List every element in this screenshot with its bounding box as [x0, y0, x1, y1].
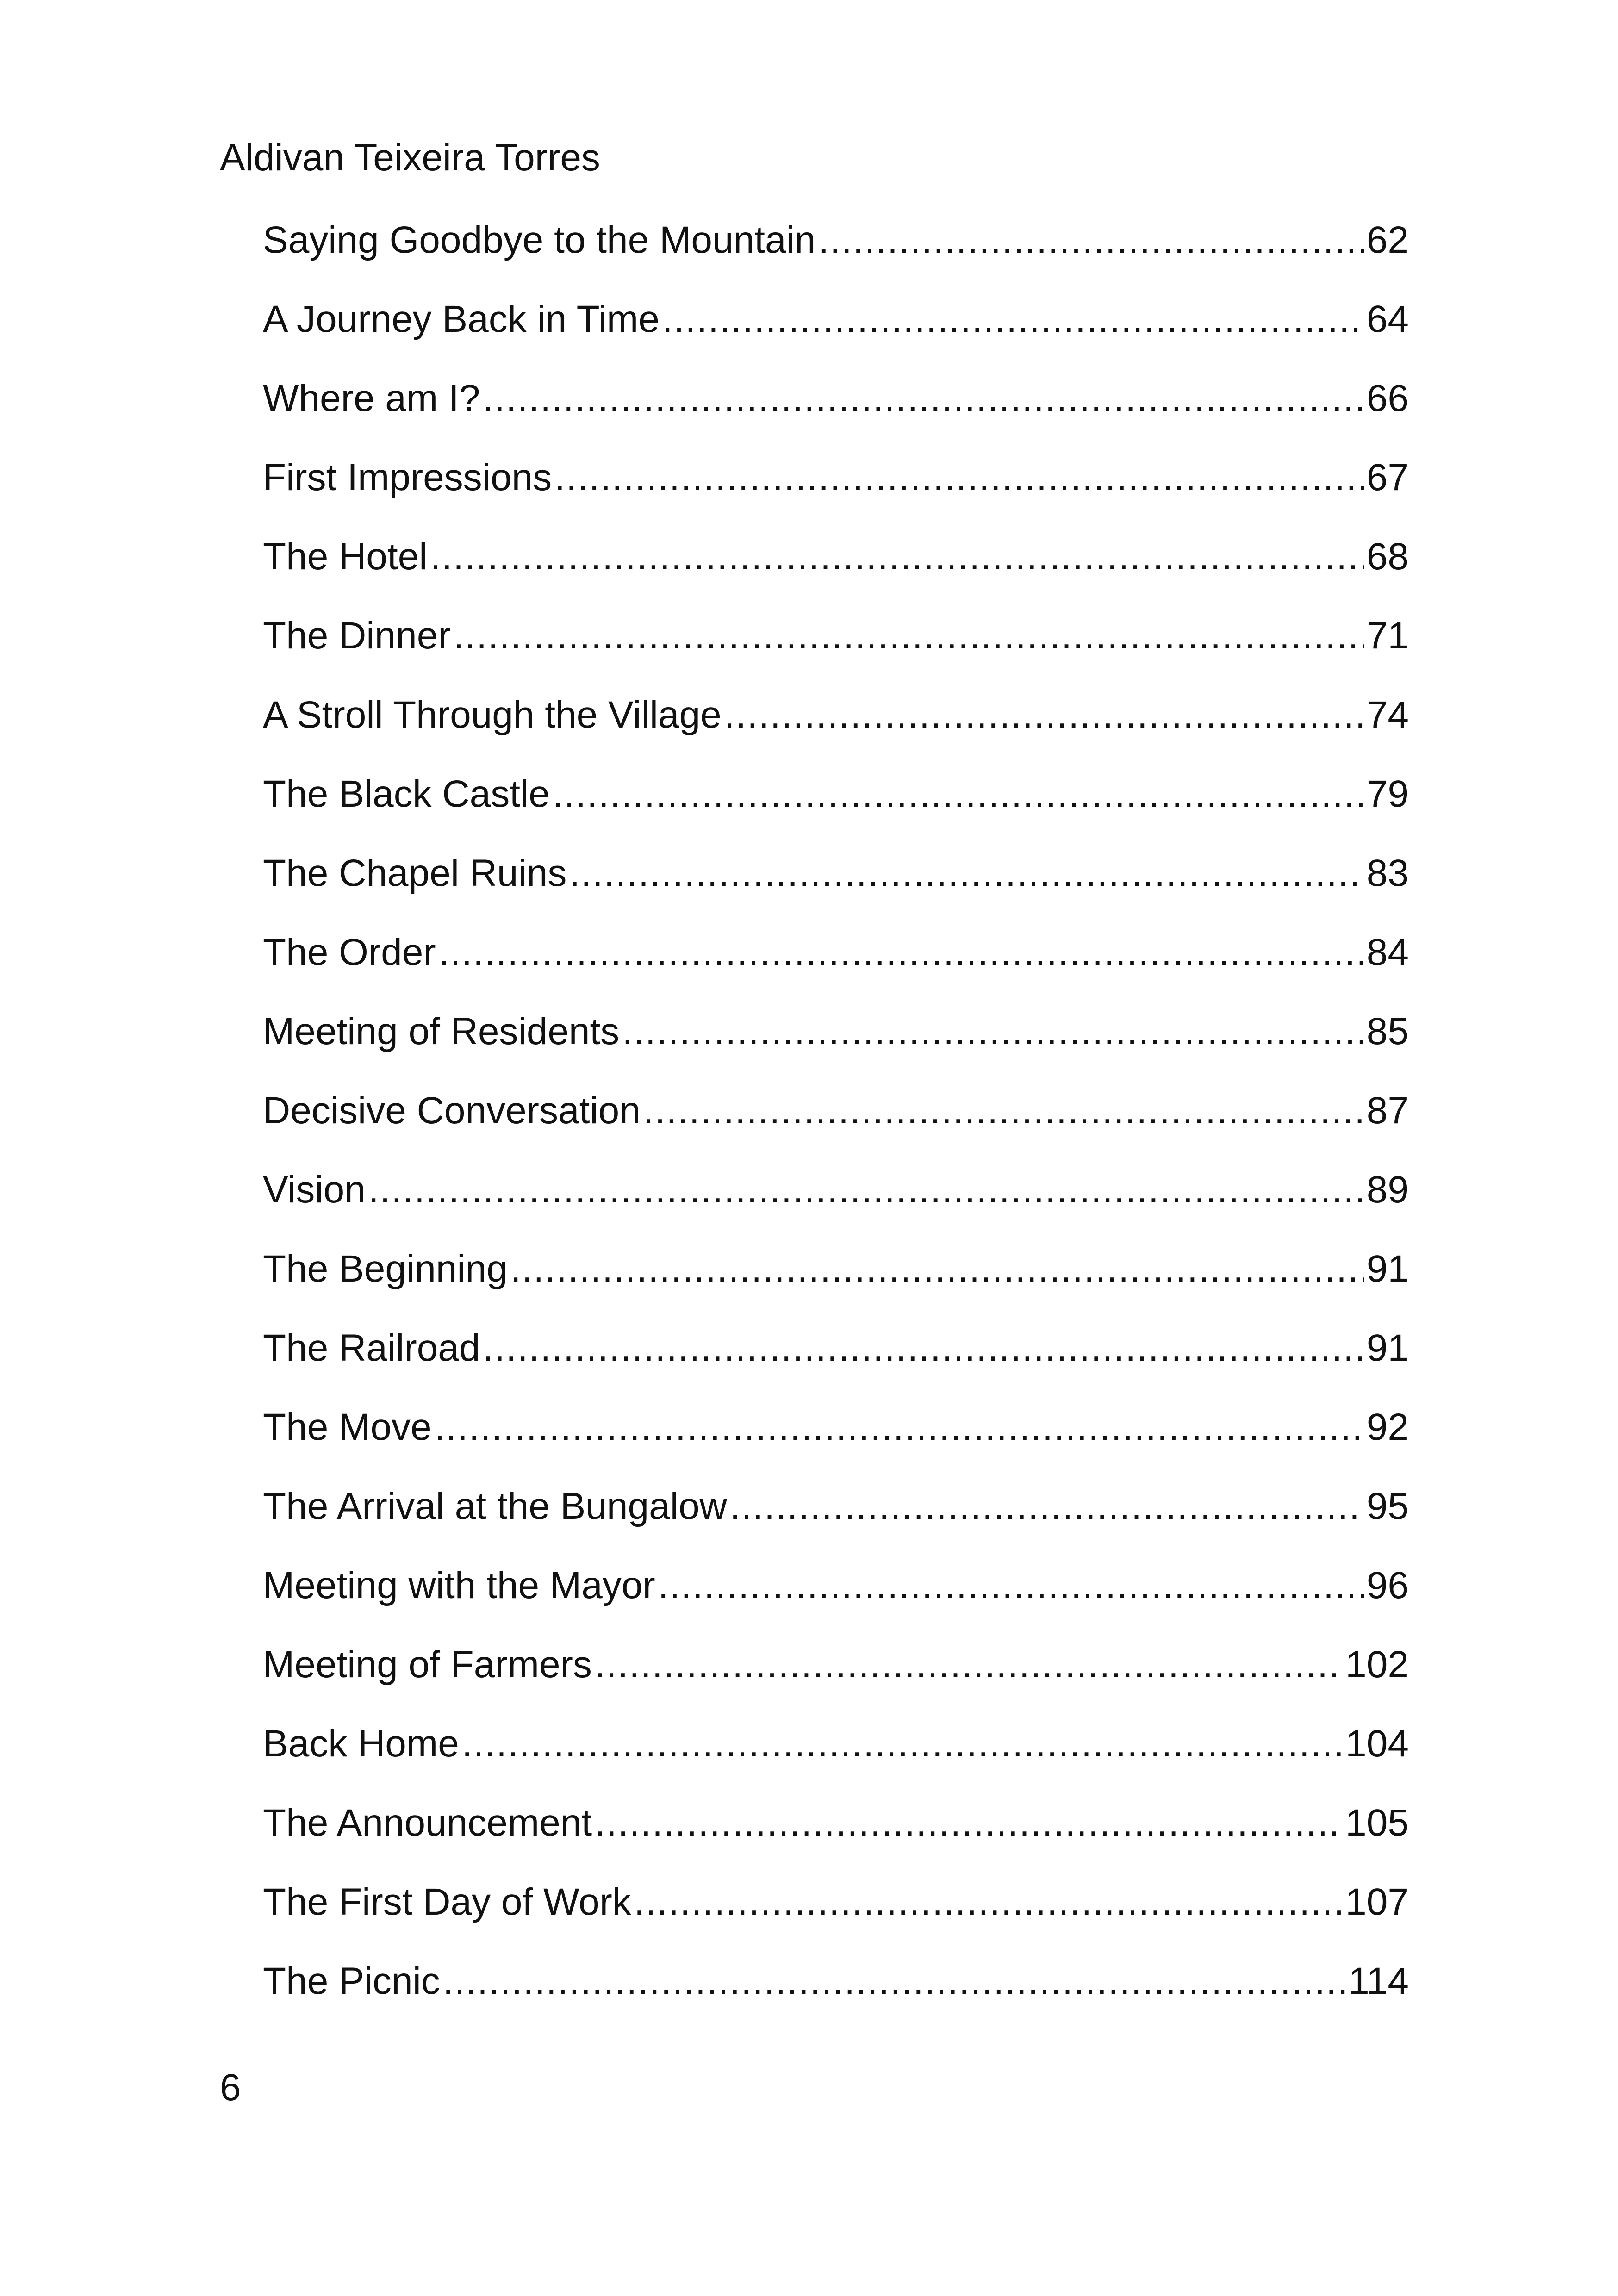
toc-entry-page: 89 — [1366, 1171, 1409, 1211]
toc-dot-leader — [483, 380, 1363, 417]
toc-dot-leader — [595, 1804, 1343, 1842]
toc-entry-page: 66 — [1366, 380, 1409, 419]
toc-dot-leader — [554, 459, 1364, 497]
toc-entry-title: The Black Castle — [263, 775, 550, 815]
toc-entry-title: The Beginning — [263, 1250, 508, 1290]
page-number: 6 — [220, 2066, 241, 2109]
toc-entry-page: 84 — [1366, 933, 1409, 973]
toc-entry-title: The Order — [263, 933, 436, 973]
toc-entry-title: The Picnic — [263, 1962, 440, 2002]
toc-entry — [263, 1013, 1409, 1092]
toc-entry-page: 107 — [1345, 1883, 1409, 1923]
toc-entry-title: The Railroad — [263, 1329, 480, 1369]
toc-dot-leader — [462, 1725, 1343, 1763]
toc-entry-title: Meeting of Farmers — [263, 1646, 592, 1686]
toc-entry-page: 114 — [1348, 1962, 1409, 2002]
toc-entry-page: 102 — [1345, 1646, 1409, 1686]
toc-entry-title: The Hotel — [263, 538, 428, 578]
toc-entry-page: 91 — [1366, 1250, 1409, 1290]
toc-entry — [263, 1962, 1409, 2041]
toc-dot-leader — [454, 617, 1364, 655]
toc-entry-title: A Journey Back in Time — [263, 300, 660, 340]
toc-entry — [263, 1408, 1409, 1487]
toc-entry — [263, 1883, 1409, 1962]
toc-entry-page: 91 — [1366, 1329, 1409, 1369]
toc-entry-title: First Impressions — [263, 459, 552, 498]
toc-entry — [263, 538, 1409, 617]
toc-dot-leader — [483, 1329, 1363, 1367]
toc-dot-leader — [443, 1962, 1345, 2000]
toc-dot-leader — [569, 854, 1363, 892]
toc-entry — [263, 1567, 1409, 1646]
toc-entry-page: 62 — [1366, 221, 1409, 261]
table-of-contents — [263, 221, 1409, 2041]
toc-entry-title: Back Home — [263, 1725, 459, 1765]
toc-entry-title: Meeting with the Mayor — [263, 1567, 655, 1606]
toc-entry-page: 74 — [1366, 696, 1409, 736]
toc-entry-title: The Chapel Ruins — [263, 854, 567, 894]
toc-dot-leader — [439, 933, 1364, 971]
toc-entry-title: A Stroll Through the Village — [263, 696, 722, 736]
toc-entry-page: 104 — [1345, 1725, 1409, 1765]
toc-entry-page: 85 — [1366, 1013, 1409, 1052]
toc-entry-page: 92 — [1366, 1408, 1409, 1448]
toc-entry — [263, 933, 1409, 1013]
toc-entry — [263, 380, 1409, 459]
toc-entry-page: 95 — [1366, 1487, 1409, 1527]
toc-entry-page: 79 — [1366, 775, 1409, 815]
toc-dot-leader — [634, 1883, 1343, 1921]
toc-entry-page: 68 — [1366, 538, 1409, 578]
toc-entry — [263, 221, 1409, 300]
toc-entry-title: The Move — [263, 1408, 432, 1448]
running-header-author: Aldivan Teixeira Torres — [220, 137, 600, 179]
toc-entry-title: The Arrival at the Bungalow — [263, 1487, 727, 1527]
toc-entry — [263, 617, 1409, 696]
toc-entry-title: Vision — [263, 1171, 366, 1211]
toc-entry — [263, 775, 1409, 854]
toc-entry — [263, 300, 1409, 380]
toc-dot-leader — [662, 300, 1364, 338]
toc-dot-leader — [430, 538, 1364, 576]
toc-entry-title: Meeting of Residents — [263, 1013, 620, 1052]
toc-entry — [263, 459, 1409, 538]
toc-entry-title: The Announcement — [263, 1804, 592, 1844]
toc-entry-title: The First Day of Work — [263, 1883, 631, 1923]
toc-entry-title: The Dinner — [263, 617, 451, 657]
toc-entry — [263, 1250, 1409, 1329]
toc-entry-page: 87 — [1366, 1092, 1409, 1132]
toc-dot-leader — [553, 775, 1364, 813]
toc-entry-page: 96 — [1366, 1567, 1409, 1606]
toc-entry-page: 71 — [1366, 617, 1409, 657]
toc-dot-leader — [730, 1487, 1364, 1525]
toc-entry — [263, 1092, 1409, 1171]
toc-entry-title: Where am I? — [263, 380, 480, 419]
toc-entry — [263, 1804, 1409, 1883]
toc-entry — [263, 696, 1409, 775]
toc-dot-leader — [368, 1171, 1364, 1209]
toc-entry — [263, 854, 1409, 933]
toc-entry — [263, 1487, 1409, 1567]
toc-dot-leader — [435, 1408, 1364, 1446]
toc-dot-leader — [818, 221, 1363, 259]
toc-dot-leader — [643, 1092, 1364, 1130]
toc-entry — [263, 1646, 1409, 1725]
toc-dot-leader — [595, 1646, 1343, 1684]
toc-entry-page: 67 — [1366, 459, 1409, 498]
toc-dot-leader — [510, 1250, 1364, 1288]
toc-entry — [263, 1171, 1409, 1250]
toc-dot-leader — [724, 696, 1364, 734]
toc-entry — [263, 1329, 1409, 1408]
toc-entry-page: 83 — [1366, 854, 1409, 894]
toc-entry-page: 105 — [1345, 1804, 1409, 1844]
toc-entry-title: Saying Goodbye to the Mountain — [263, 221, 816, 261]
toc-dot-leader — [658, 1567, 1364, 1605]
toc-entry-page: 64 — [1366, 300, 1409, 340]
toc-dot-leader — [622, 1013, 1363, 1051]
toc-entry — [263, 1725, 1409, 1804]
toc-entry-title: Decisive Conversation — [263, 1092, 641, 1132]
